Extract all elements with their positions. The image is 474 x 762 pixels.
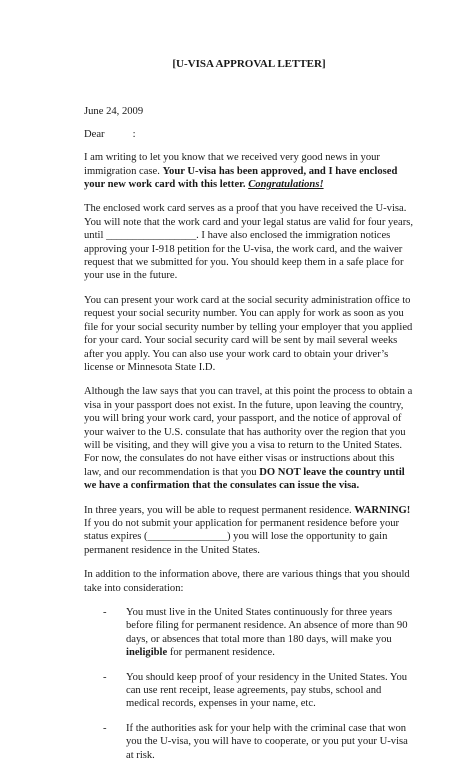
paragraph-travel — [84, 385, 414, 492]
bullet-dash: - — [103, 671, 107, 683]
approval-text: I am writing to let you know that we received very good news in your immigration case. — [84, 152, 380, 177]
paragraph-considerations: In addition to the information above, there are various things that you should take into consideration: — [84, 569, 410, 594]
travel-text: Although the law says that you can travel, at this point the process to obtain a visa in your passport does not exist. In the future, upon leaving the country, you will bring your work card, your passport, and the notice of approval of your waiver to the U.S. consulate that has authority over the region that you will be visiting, and they will give you a visa to return to the United States. For now, the consulates do not have either visas or instructions about this law, and our recommendation is that you — [84, 386, 413, 478]
list-item — [103, 671, 414, 711]
salutation — [84, 128, 414, 141]
condition-text: You should keep proof of your residency in the United States. You can use rent receipt, lease agreements, pay stubs, school and medical records, expenses in your name, etc. — [126, 671, 408, 710]
condition-text-after: for permanent residence. — [167, 647, 275, 659]
residence-text-before: In three years, you will be able to request permanent residence. — [84, 504, 355, 516]
letter-title: [U-VISA APPROVAL LETTER] — [172, 58, 326, 70]
residence-text-after: If you do not submit your application for permanent residence before your status expires (_______________) you will lose the opportunity to gain permanent residence in the United States. — [84, 517, 400, 556]
salutation-colon: : — [132, 128, 136, 140]
approval-bold-text: Your U-visa has been approved, and I have enclosed your new work card with this letter. — [84, 165, 398, 191]
bullet-dash: - — [103, 607, 107, 618]
list-item — [103, 722, 414, 762]
congratulations-text: Congratulations! — [248, 179, 324, 191]
conditions-list — [84, 606, 414, 762]
paragraph-permanent-residence — [84, 504, 414, 558]
warning-label: WARNING! — [354, 504, 411, 516]
list-item — [103, 606, 414, 660]
letter-date: June 24, 2009 — [84, 106, 144, 118]
travel-warning-text: DO NOT leave the country until we have a confirmation that the consulates can issue the visa. — [84, 466, 405, 492]
condition-text: You must live in the United States continuously for three years before filing for permanent residence. An absence of more than 90 days, or absences that total more than 180 days, will make you — [126, 607, 408, 645]
paragraph-work-card: The enclosed work card serves as a proof that you have received the U-visa. You will note that the work card and your legal status are valid for four years, until _________________. I have also enclosed the immigration notices approving your I-918 petition for the U-visa, the work card, and the waiver request that we submitted for you. You should keep them in a safe place for your use in the future. — [84, 203, 414, 282]
paragraph-approval — [84, 151, 414, 191]
condition-text: If the authorities ask for your help with the criminal case that won you the U-visa, you will have to cooperate, or you put your U-visa at risk. — [126, 722, 408, 761]
paragraph-social-security: You can present your work card at the social security administration office to request your social security number. You can apply for work as soon as you file for your social security number by telling your employer that you applied for your card. Your social security card will be sent by mail several weeks after you apply. You can also use your work card to obtain your driver’s license or Minnesota State I.D. — [84, 294, 413, 373]
salutation-word: Dear — [84, 128, 105, 140]
bullet-dash: - — [103, 722, 107, 734]
condition-bold-text: ineligible — [126, 647, 168, 659]
